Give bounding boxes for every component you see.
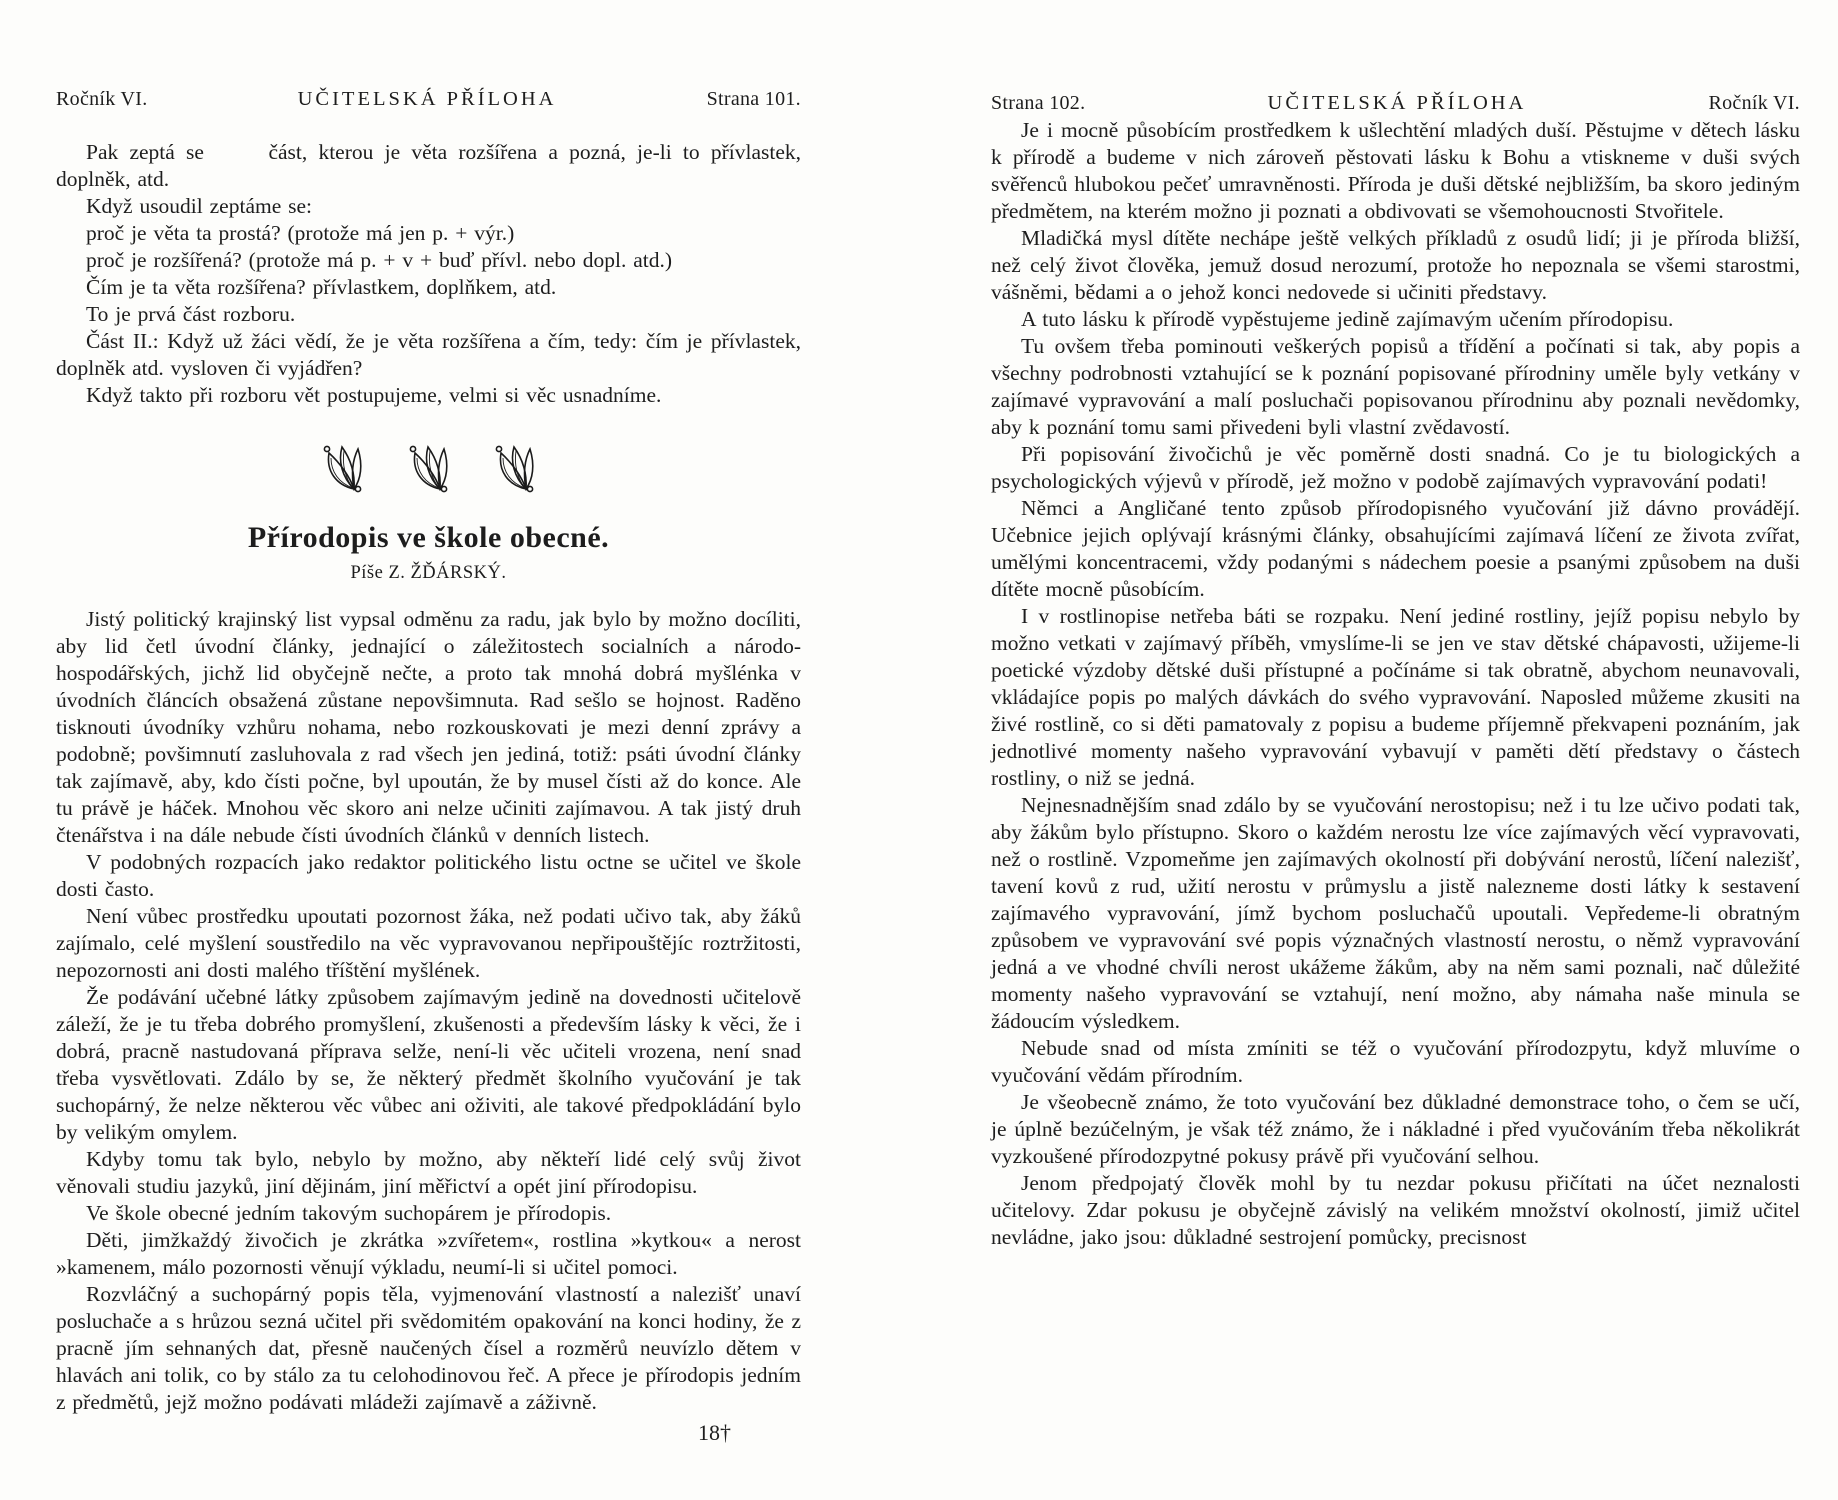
paragraph: Že podávání učebné látky způsobem zajímavým jedině na dovednosti učitelově záleží, že je tu třeba dobrého promyšlení, zkušenosti a především lásky k věci, že i dobrá, pracně nastudovaná příprava selže, není-li věc učiteli vrozena, není snad třeba vysvětlovati. Zdálo by se, že některý předmět školního vyučování je tak suchopárný, že nelze některou věc vůbec ani oživiti, ale takové předpokládání bylo by velikým omylem. xyxy=(56,985,801,1144)
ornament-row xyxy=(56,439,801,495)
volume-label: Ročník VI. xyxy=(56,88,148,110)
paragraph: To je prvá část rozboru. xyxy=(86,302,296,326)
paragraph: Mladičká mysl dítěte nechápe ještě velkých příkladů z osudů lidí; ji je příroda bližší, než celý život člověka, jemuž dosud nerozumí, protože ho nepoznala se všemi starostmi, vášněmi, bědami a o jehož konci nedovede si učiniti představy. xyxy=(991,226,1800,304)
paragraph: A tuto lásku k přírodě vypěstujeme jedině zajímavým učením přírodopisu. xyxy=(1021,307,1674,331)
paragraph: V podobných rozpacích jako redaktor politického listu octne se učitel ve škole dosti často. xyxy=(56,850,801,901)
paragraph: Při popisování živočichů je věc poměrně dosti snadná. Co je tu biologických a psychologických výjevů v přírodě, jež možno v podobě zajímavých vypravování podati! xyxy=(991,442,1800,493)
paragraph: Nebude snad od místa zmíniti se též o vyučování přírodozpytu, když mluvíme o vyučování vědám přírodním. xyxy=(991,1036,1800,1087)
signature-mark: 18† xyxy=(698,1420,731,1445)
paragraph: Čím je ta věta rozšířena? přívlastkem, doplňkem, atd. xyxy=(86,275,557,299)
paragraph: Část II.: Když už žáci vědí, že je věta rozšířena a čím, tedy: čím je přívlastek, doplněk atd. vysloven či vyjádřen? xyxy=(56,329,801,380)
tulip-fleuron-icon xyxy=(320,441,366,493)
paragraph: proč je rozšířená? (protože má p. + v + buď přívl. nebo dopl. atd.) xyxy=(86,248,673,272)
volume-label: Ročník VI. xyxy=(1708,92,1800,114)
page-102 xyxy=(919,0,1838,1500)
paragraph: Je všeobecně známo, že toto vyučování bez důkladné demonstrace toho, o čem se učí, je úplně bezúčelným, je však též známo, že i nákladné i před vyučováním třeba několikrát vyzkoušené přírodozpytné pokusy právě při vyučování selhou. xyxy=(991,1090,1800,1168)
journal-title: UČITELSKÁ PŘÍLOHA xyxy=(1267,92,1527,114)
paragraph: Ve škole obecné jedním takovým suchopárem je přírodopis. xyxy=(86,1201,612,1225)
running-head-right xyxy=(991,92,1800,115)
paragraph: Pak zeptá se část, kterou je věta rozšířena a pozná, je-li to přívlastek, doplněk, atd. xyxy=(56,140,801,191)
paragraph: Děti, jimžkaždý živočich je zkrátka »zvířetem«, rostlina »kytkou« a nerost »kamenem, málo pozornosti věnují výkladu, neumí-li si učitel pomoci. xyxy=(56,1228,801,1279)
journal-title: UČITELSKÁ PŘÍLOHA xyxy=(297,88,557,110)
paragraph: Nejnesnadnějším snad zdálo by se vyučování nerostopisu; než i tu lze učivo podati tak, aby žákům bylo přístupno. Skoro o každém nerostu lze více zajímavých věcí vypravovati, než o rostlině. Vzpomeňme jen zajímavých okolností při dobývání nerostů, líčení nalezišť, tavení kovů z rud, užití nerostu v průmyslu a jistě nalezneme dosti látky k sestavení zajímavého vypravování, jímž bychom posluchačů upoutali. Vepředeme-li obratným způsobem ve vypravování své popis význačných vlastností nerostu, o němž vypravování jedná a ve vhodné chvíli nerost ukážeme žákům, aby na něm sami poznali, nač důležité momenty našeho vypravování se vztahují, není možno, aby námaha naše minula se žádoucím výsledkem. xyxy=(991,793,1800,1033)
paragraph: Když usoudil zeptáme se: xyxy=(86,194,313,218)
article-body xyxy=(56,606,801,1416)
running-head-left xyxy=(56,88,801,111)
paragraph: Tu ovšem třeba pominouti veškerých popisů a třídění a počínati si tak, aby popis a všechny podrobnosti vztahující se k poznání popisované přírodniny uměle byly vetkány v zajímavé vypravování a malí posluchači popisovanou přírodninu aby poznali nevědomky, aby k poznání tomu sami přivedeni byli vlastní zvědavostí. xyxy=(991,334,1800,439)
intro-section xyxy=(56,139,801,409)
tulip-fleuron-icon xyxy=(492,441,538,493)
paragraph: Jenom předpojatý člověk mohl by tu nezdar pokusu přičítati na účet neznalosti učitelovy. Zdar pokusu je obyčejně závislý na velikém množství okolností, jimiž učitel nevládne, jako jsou: důkladné sestrojení pomůcky, precisnost xyxy=(991,1171,1800,1249)
paragraph: Kdyby tomu tak bylo, nebylo by možno, aby někteří lidé celý svůj život věnovali studiu jazyků, jiní dějinám, jiní měřictví a opét jiní přírodopisu. xyxy=(56,1147,801,1198)
page-number: Strana 101. xyxy=(706,88,801,110)
page-number: Strana 102. xyxy=(991,92,1086,114)
paragraph: Když takto při rozboru vět postupujeme, velmi si věc usnadníme. xyxy=(86,383,662,407)
article-byline: Píše Z. ŽĎÁRSKÝ. xyxy=(350,563,507,583)
paragraph: Jistý politický krajinský list vypsal odměnu za radu, jak bylo by možno docíliti, aby lid četl úvodní články, jednající o záležitostech socialních a národo-hospodářských, jichž lid obyčejně nečte, a proto tak mnohá dobrá myšlénka v úvodních článcích obsažená zůstane nepovšimnuta. Rad sešlo se hojnost. Raděno tisknouti úvodníky vzhůru nohama, nebo rozkouskovati je mezi denní zprávy a podobně; povšimnutí zasluhovala z rad všech jen jediná, totiž: psáti úvodní články tak zajímavě, aby, kdo čísti počne, byl upoután, že by musel čísti až do konce. Ale tu právě je háček. Mnohou věc skoro ani nelze učiniti zajímavou. A tak jistý druh čtenářstva i na dále nebude čísti úvodních článků v denních listech. xyxy=(56,607,801,847)
paragraph: Němci a Angličané tento způsob přírodopisného vyučování již dávno provádějí. Učebnice jejich oplývají krásnými články, obsahujícími zajímavá líčení ze života zvířat, umělými koncentracemi, vždy podanými s nádechem poesie a psanými způsobem na duši dítěte mocně působícím. xyxy=(991,496,1800,601)
paragraph: Není vůbec prostředku upoutati pozornost žáka, než podati učivo tak, aby žáků zajímalo, celé myšlení soustředilo na věc vypravovanou nepřipouštějíc roztržitosti, nepozornosti ani dosti malého tříštění myšlének. xyxy=(56,904,801,982)
paragraph: Je i mocně působícím prostředkem k ušlechtění mladých duší. Pěstujme v dětech lásku k přírodě a budeme v nich zároveň pěstovati lásku k Bohu a vtiskneme v duši svých svěřenců hlubokou pečeť umravněnosti. Příroda je duši dětské nejbližším, ba skoro jediným předmětem, na kterém možno ji poznati a obdivovati se všemohoucnosti Stvořitele. xyxy=(991,118,1800,223)
tulip-fleuron-icon xyxy=(406,441,452,493)
paragraph: I v rostlinopise netřeba báti se rozpaku. Není jediné rostliny, jejíž popisu nebylo by možno vetkati v zajímavý příběh, vmyslíme-li se jen ve stav dětské chápavosti, užijeme-li poetické výzdoby dětské duši přístupné a počínáme si tak obratně, abychom neunavovali, vkládajíce popis po malých dávkách do svého vypravování. Naposled můžeme zkusiti na živé rostlině, co si děti pamatovaly z popisu a budeme příjemně překvapeni poznáním, jak jednotlivé momenty našeho vypravování vybavují v paměti dětí představy o částech rostliny, o niž se jedná. xyxy=(991,604,1800,790)
paragraph: proč je věta ta prostá? (protože má jen p. + výr.) xyxy=(86,221,515,245)
article-body-continued xyxy=(991,117,1800,1251)
paragraph: Rozvláčný a suchopárný popis těla, vyjmenování vlastností a nalezišť unaví posluchače a s hrůzou sezná učitel při svědomitém opakování na konci hodiny, že z pracně jím sehnaných dat, přesně naučených čísel a rozměrů neuvízlo dětem v hlavách ani tolik, co by stálo za tu celohodinovou řeč. A přece je přírodopis jedním z předmětů, jejž možno podávati mládeži zajímavě a záživně. xyxy=(56,1282,801,1414)
article-title: Přírodopis ve škole obecné. xyxy=(247,521,610,554)
